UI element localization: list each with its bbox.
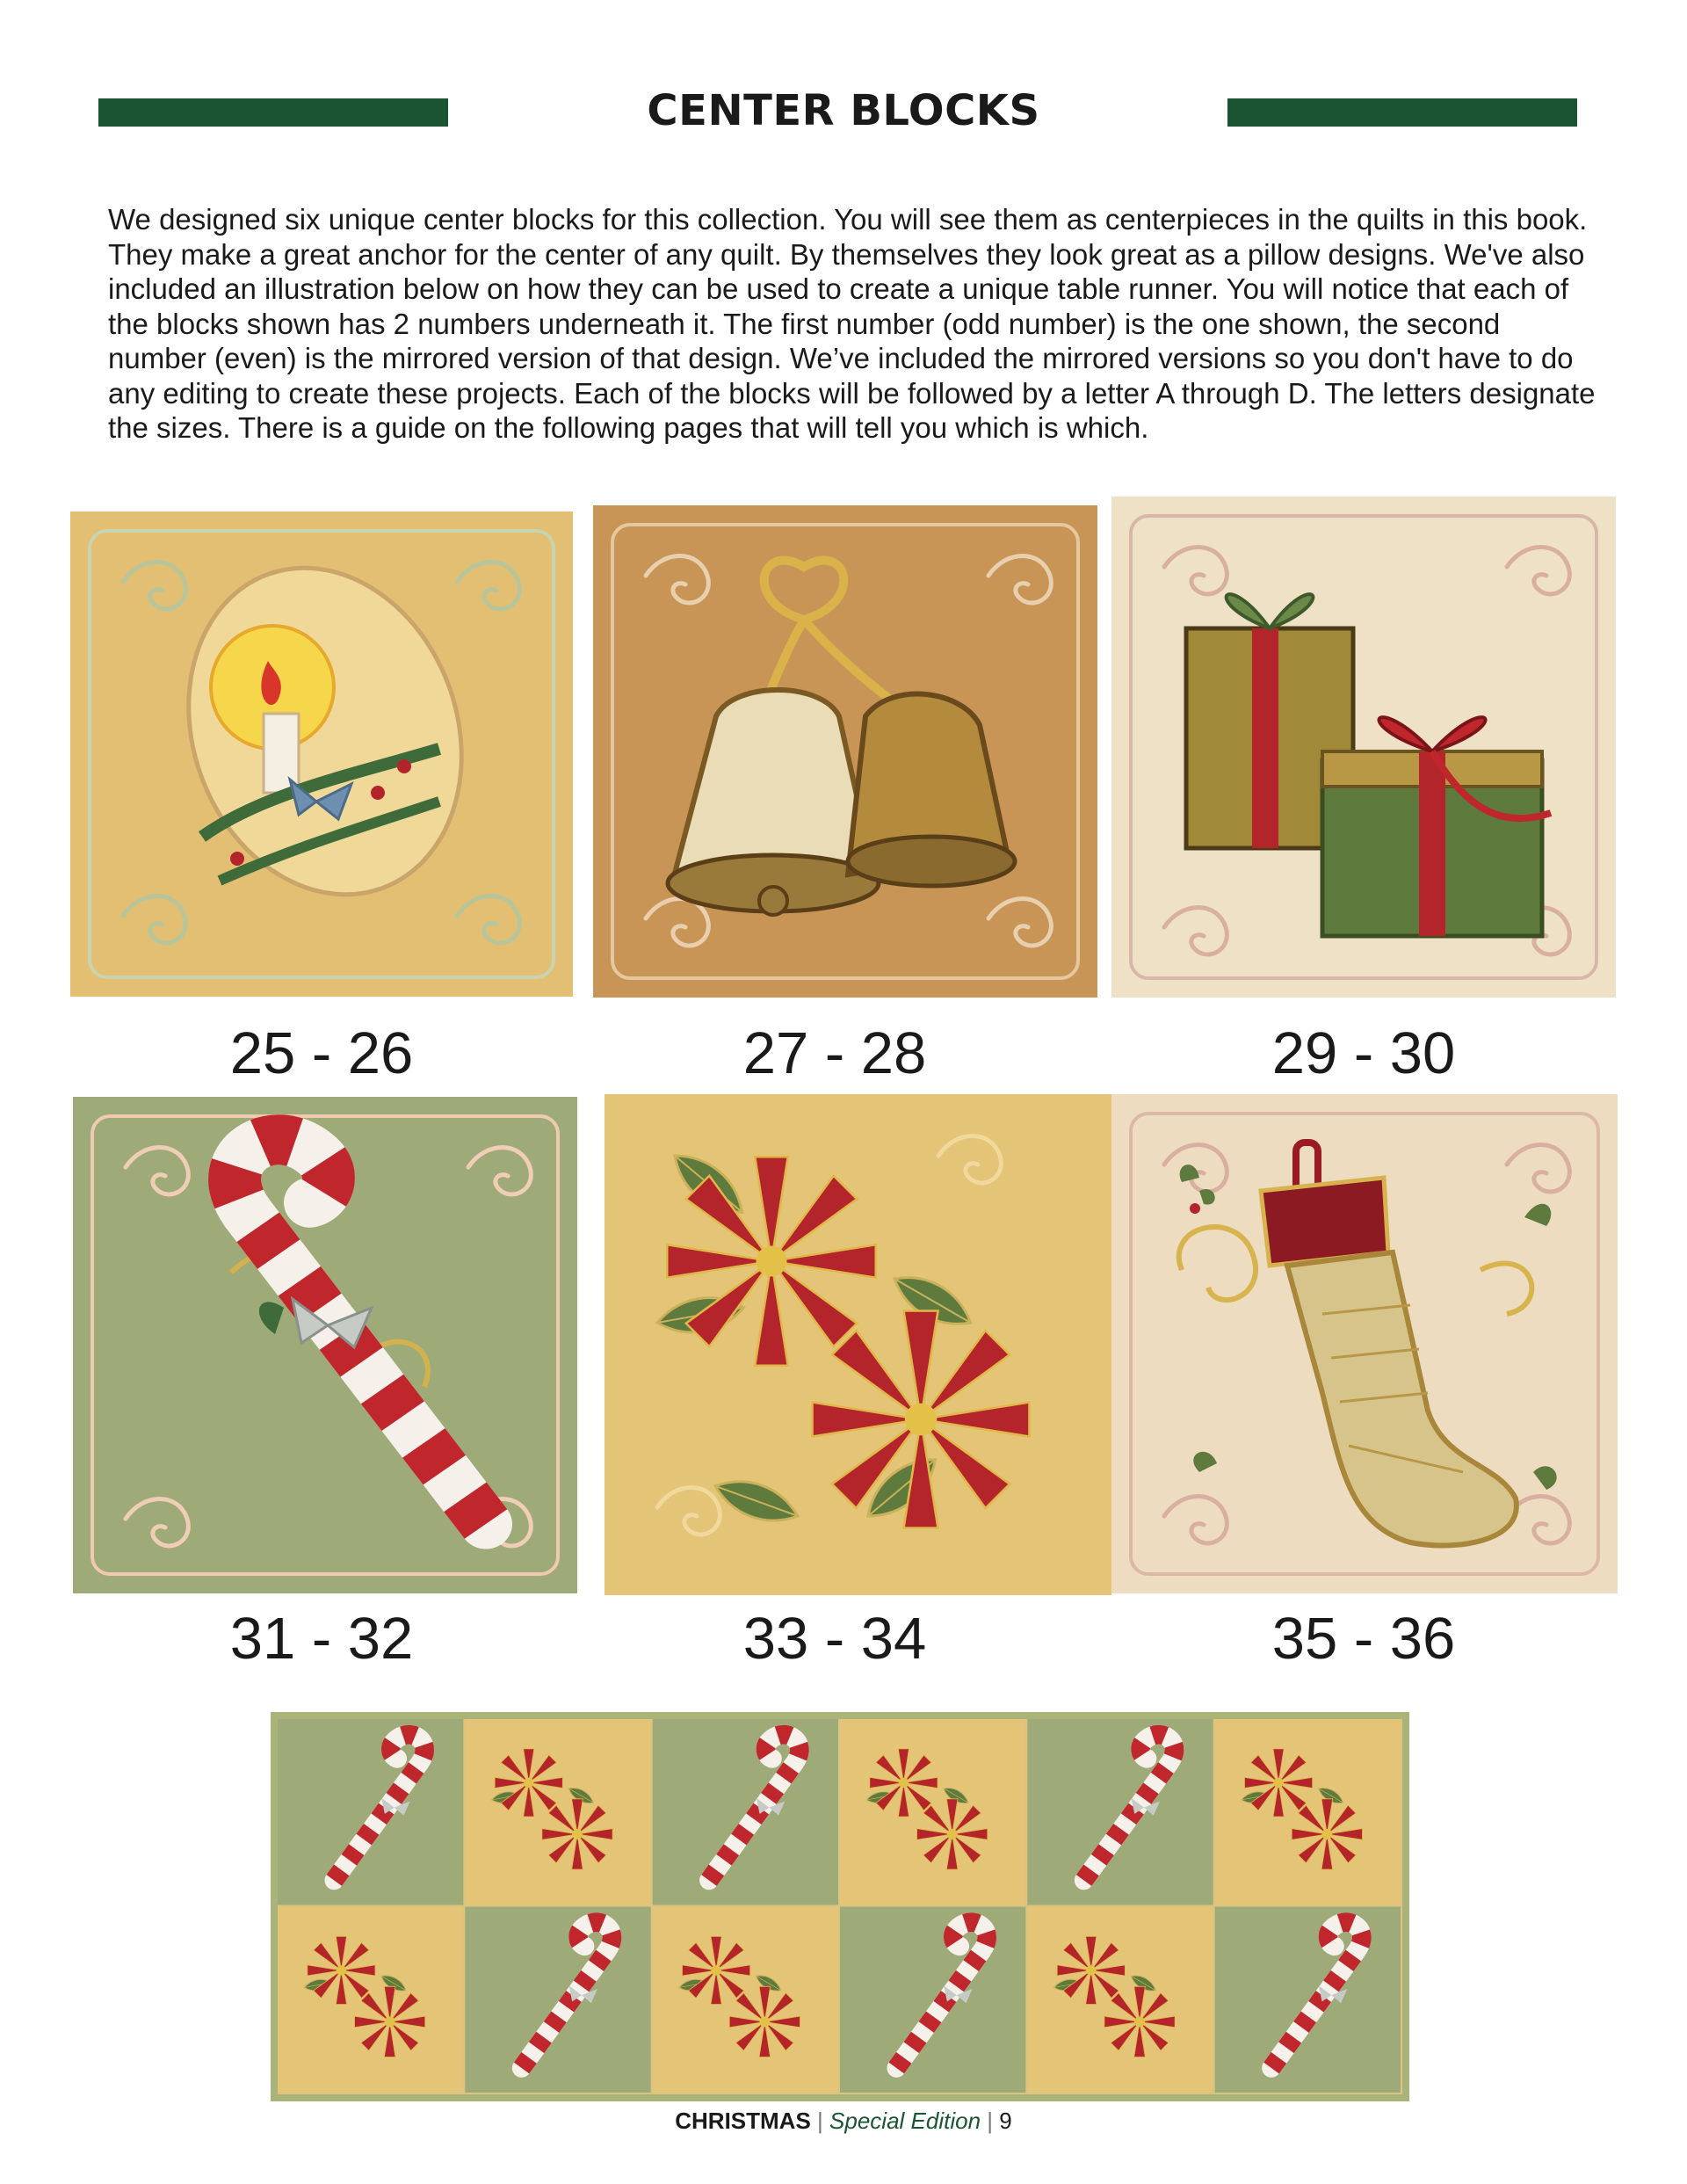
runner-cell-candy-cane <box>278 1719 463 1905</box>
table-runner-icon <box>271 1712 1409 2101</box>
runner-cell-candy-cane <box>653 1719 838 1905</box>
header-rule-right <box>1227 98 1577 127</box>
runner-cell-poinsettia <box>1215 1719 1401 1905</box>
runner-cell-poinsettia <box>1027 1907 1213 2093</box>
bells-icon <box>593 505 1097 998</box>
poinsettia-icon <box>605 1094 1111 1595</box>
footer-separator-2: | <box>987 2108 994 2134</box>
block-27-28-image <box>593 505 1097 998</box>
block-25-26-caption: 25 - 26 <box>229 1020 414 1086</box>
block-27-28-caption: 27 - 28 <box>742 1020 927 1086</box>
gift-boxes-icon <box>1111 497 1616 998</box>
block-31-32-caption: 31 - 32 <box>229 1606 414 1672</box>
runner-cell-poinsettia <box>653 1907 838 2093</box>
candle-icon <box>70 512 573 997</box>
page-title: CENTER BLOCKS <box>647 86 1040 135</box>
page-number: 9 <box>999 2108 1012 2134</box>
block-35-36-image <box>1111 1094 1618 1593</box>
runner-cell-poinsettia <box>840 1719 1025 1905</box>
block-31-32-image <box>73 1097 577 1593</box>
runner-cell-candy-cane <box>1215 1907 1401 2093</box>
runner-cell-candy-cane <box>1027 1719 1213 1905</box>
runner-cell-poinsettia <box>278 1907 463 2093</box>
footer-brand: CHRISTMAS <box>675 2108 811 2134</box>
runner-cell-candy-cane <box>465 1907 650 2093</box>
footer-edition: Special Edition <box>829 2108 981 2134</box>
block-25-26-image <box>70 512 573 997</box>
block-29-30-caption: 29 - 30 <box>1271 1020 1456 1086</box>
block-33-34-caption: 33 - 34 <box>742 1606 927 1672</box>
block-33-34-image <box>605 1094 1111 1595</box>
candy-cane-icon <box>73 1097 577 1593</box>
header-rule-left <box>98 98 448 127</box>
runner-cell-candy-cane <box>840 1907 1025 2093</box>
table-runner-illustration <box>271 1712 1409 2101</box>
footer-separator: | <box>817 2108 823 2134</box>
page-footer <box>580 2108 1107 2135</box>
block-29-30-image <box>1111 497 1616 998</box>
stocking-icon <box>1111 1094 1618 1593</box>
runner-cell-poinsettia <box>465 1719 650 1905</box>
intro-paragraph: We designed six unique center blocks for this collection. You will see them as centerpieces in the quilts in this book. They make a great anchor for the center of any quilt. By themselves they look great as a pillow designs. We've also included an illustration below on how they can be used to create a unique table runner. You will notice that each of the blocks shown has 2 numbers underneath it. The first number (odd number) is the one shown, the second number (even) is the mirrored version of that design. We’ve included the mirrored versions so you don't have to do any editing to create these projects. Each of the blocks will be followed by a letter A through D. The letters designate the sizes. There is a guide on the following pages that will tell you which is which. <box>108 203 1596 444</box>
block-35-36-caption: 35 - 36 <box>1271 1606 1456 1672</box>
